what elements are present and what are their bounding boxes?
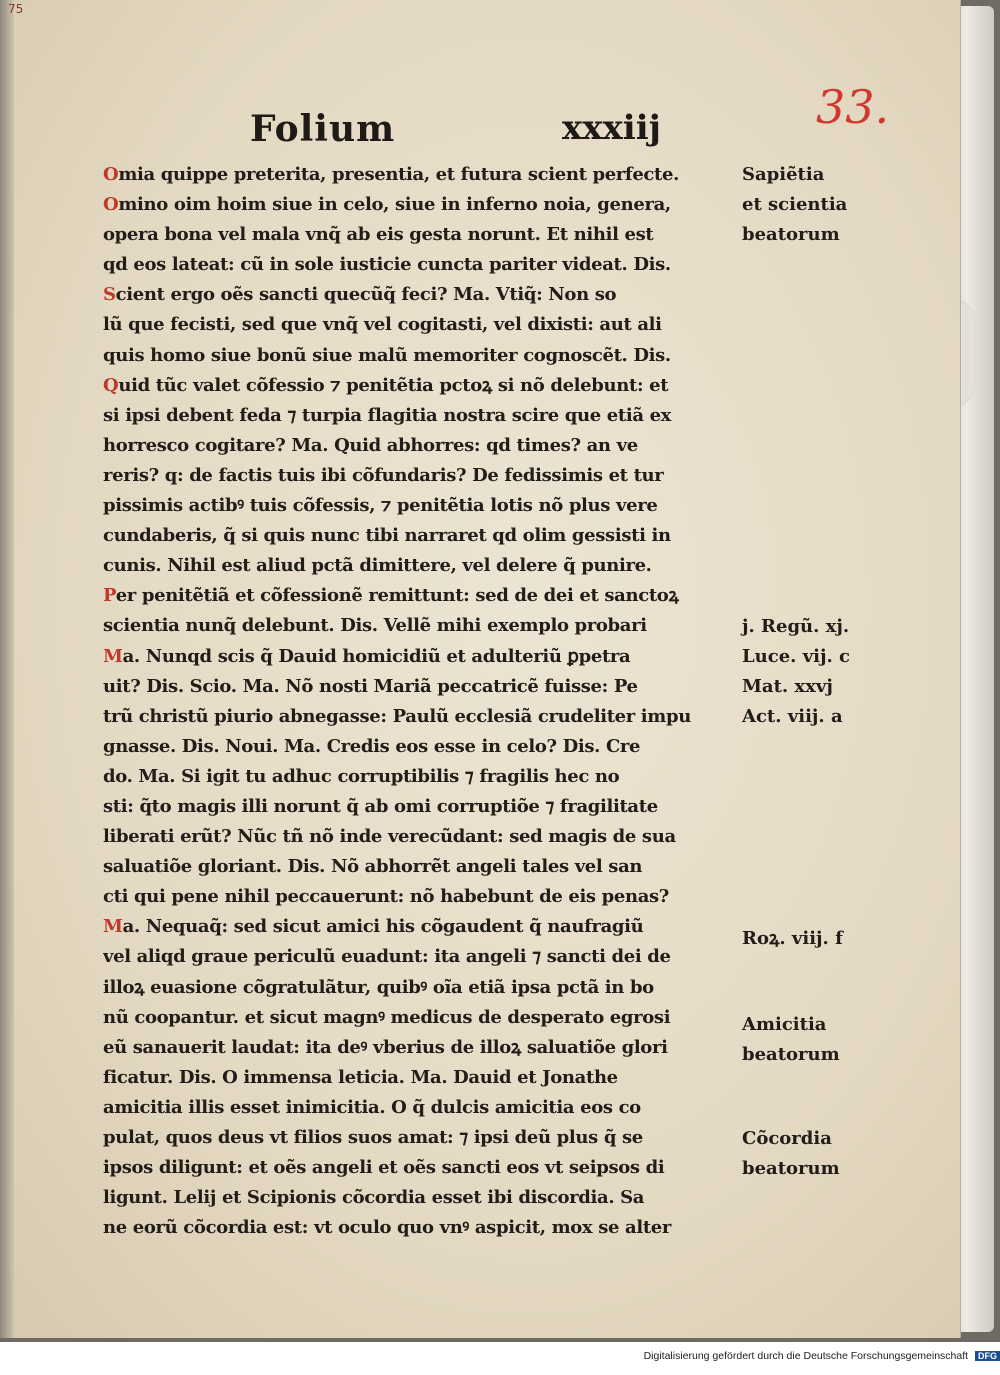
text-line: cti qui pene nihil peccauerunt: nõ habebunt de eis penas?: [103, 886, 669, 908]
text-line: Omia quippe preterita, presentia, et futura scient perfecte.: [103, 164, 680, 185]
text-line: liberati erũt? Nũc tñ nõ inde verecũdant: sed magis de sua: [103, 826, 676, 848]
text-line: eũ sanauerit laudat: ita deꝰ vberius de illoꝝ saluatiõe glori: [103, 1036, 668, 1058]
marginal-note-romans: [742, 924, 942, 954]
text-line: horresco cogitare? Ma. Quid abhorres: qd times? an ve: [103, 434, 638, 456]
rubricated-initial: Q: [103, 374, 119, 396]
text-line: do. Ma. Si igit tu adhuc corruptibilis ⁊ fragilis hec no: [103, 765, 620, 787]
text-line: qd eos lateat: cũ in sole iusticie cuncta pariter videat. Dis.: [103, 254, 671, 276]
marginal-line: beatorum: [742, 1158, 840, 1180]
rubricated-initial: M: [103, 916, 123, 938]
marginal-note-concordia: [742, 1124, 942, 1184]
running-header: [250, 108, 680, 158]
text-line: Ma. Nunqd scis q̃ Dauid homicidiũ et adulteriũ ꝑpetra: [103, 645, 631, 667]
text-line: saluatiõe gloriant. Dis. Nõ abhorrẽt angeli tales vel san: [103, 856, 643, 878]
rubricated-initial: O: [103, 194, 119, 216]
digitization-credit: [600, 1350, 1000, 1370]
marginal-line: Cõcordia: [742, 1128, 832, 1149]
text-line: quis homo siue bonũ siue malũ memoriter cognoscẽt. Dis.: [103, 344, 671, 366]
marginal-line: beatorum: [742, 224, 840, 246]
text-line: Ma. Nequaq̃: sed sicut amici his cõgaudent q̃ naufragiũ: [103, 916, 644, 938]
corner-mark: 75: [8, 2, 24, 16]
text-line: illoꝝ euasione cõgratulãtur, quibꝰ oĩa etiã ipsa pctã in bo: [103, 976, 654, 998]
text-line: opera bona vel mala vnq̃ ab eis gesta norunt. Et nihil est: [103, 224, 654, 246]
text-line: ipsos diligunt: et oẽs angeli et oẽs sancti eos vt seipsos di: [103, 1157, 665, 1179]
header-title: Folium: [250, 108, 396, 150]
text-line: uit? Dis. Scio. Ma. Nõ nosti Mariã peccatricẽ fuisse: Pe: [103, 675, 638, 697]
marginal-line: Luce. vij. c: [742, 646, 850, 668]
text-line: Scient ergo oẽs sancti quecũq̃ feci? Ma. Vtiq̃: Non so: [103, 284, 617, 306]
marginal-note-sapientia: [742, 160, 942, 250]
text-line: ligunt. Lelij et Scipionis cõcordia esset ibi discordia. Sa: [103, 1187, 645, 1209]
marginal-line: Mat. xxvj: [742, 676, 833, 698]
text-line: sti: q̃to magis illi norunt q̃ ab omi corruptiõe ⁊ fragilitate: [103, 795, 658, 817]
handwritten-folio-number: 33.: [816, 80, 890, 134]
marginal-line: Act. viij. a: [742, 706, 843, 728]
text-line: pulat, quos deus vt filios suos amat: ⁊ ipsi deũ plus q̃ se: [103, 1127, 643, 1148]
text-line: ne eorũ cõcordia est: vt oculo quo vnꝰ aspicit, mox se alter: [103, 1217, 672, 1239]
main-text-block: [103, 160, 733, 1243]
text-line: scientia nunq̃ delebunt. Dis. Vellẽ mihi exemplo probari: [103, 615, 647, 637]
dfg-logo: DFG: [975, 1351, 1000, 1361]
rubricated-initial: S: [103, 284, 116, 306]
text-line: Quid tũc valet cõfessio ⁊ penitẽtia pctoꝝ si nõ delebunt: et: [103, 374, 669, 396]
marginal-note-references: [742, 612, 942, 732]
text-line: amicitia illis esset inimicitia. O q̃ dulcis amicitia eos co: [103, 1096, 641, 1118]
text-line: Omino oim hoim siue in celo, siue in inferno noia, genera,: [103, 194, 671, 216]
rubricated-initial: O: [103, 164, 119, 185]
marginal-line: j. Regũ. xj.: [742, 616, 850, 637]
text-line: si ipsi debent feda ⁊ turpia flagitia nostra scire que etiã ex: [103, 404, 672, 426]
rubricated-initial: P: [103, 585, 116, 607]
text-line: pissimis actibꝰ tuis cõfessis, ⁊ penitẽtia lotis nõ plus vere: [103, 495, 658, 517]
text-line: cundaberis, q̃ si quis nunc tibi narraret qd olim gessisti in: [103, 525, 671, 547]
marginal-line: Amicitia: [742, 1014, 827, 1035]
page-gutter-edge: [0, 0, 14, 1338]
rubricated-initial: M: [103, 645, 123, 667]
marginal-note-amicitia: [742, 1010, 942, 1070]
text-line: vel aliqd graue periculũ euadunt: ita angeli ⁊ sancti dei de: [103, 946, 671, 968]
marginal-line: Sapiẽtia: [742, 164, 825, 185]
marginal-line: et scientia: [742, 194, 848, 216]
leaf-number: xxxiij: [562, 108, 661, 148]
text-line: reris? q: de factis tuis ibi cõfundaris? De fedissimis et tur: [103, 464, 664, 486]
marginal-line: beatorum: [742, 1044, 840, 1066]
text-line: nũ coopantur. et sicut magnꝰ medicus de desperato egrosi: [103, 1006, 671, 1028]
text-line: trũ christũ piurio abnegasse: Paulũ ecclesiã crudeliter impu: [103, 705, 691, 727]
text-line: gnasse. Dis. Noui. Ma. Credis eos esse in celo? Dis. Cre: [103, 735, 641, 757]
marginal-line: Roꝝ. viij. f: [742, 928, 843, 949]
text-line: Per penitẽtiã et cõfessionẽ remittunt: sed de dei et sanctoꝝ: [103, 585, 679, 607]
text-line: cunis. Nihil est aliud pctã dimittere, vel delere q̃ punire.: [103, 555, 652, 577]
text-line: lũ que fecisti, sed que vnq̃ vel cogitasti, vel dixisti: aut ali: [103, 314, 662, 336]
credit-text: Digitalisierung gefördert durch die Deutsche Forschungsgemeinschaft: [643, 1350, 969, 1362]
text-line: ficatur. Dis. O immensa leticia. Ma. Dauid et Jonathe: [103, 1066, 618, 1088]
